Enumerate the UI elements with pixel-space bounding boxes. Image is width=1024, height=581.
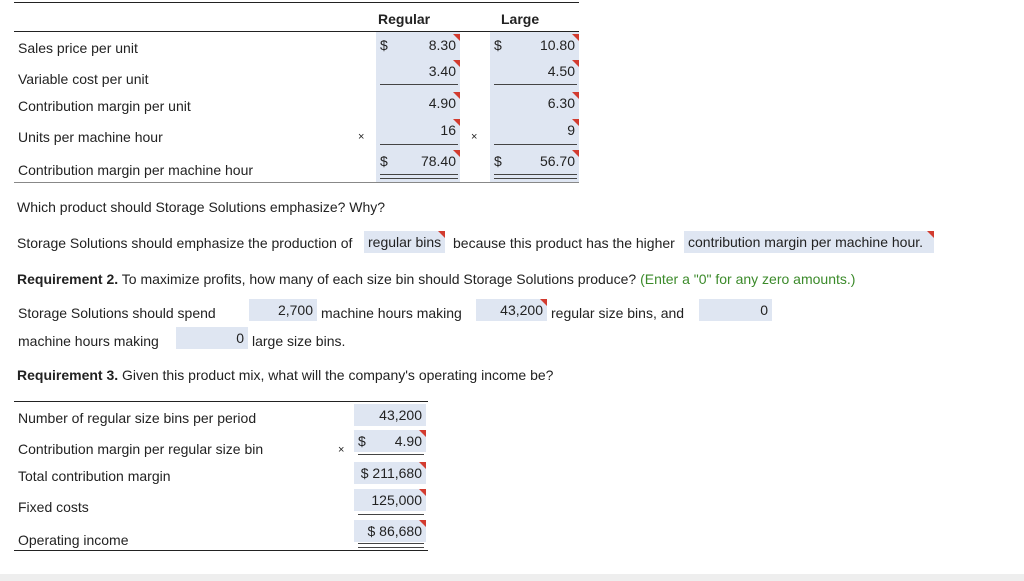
flag-icon bbox=[927, 231, 934, 238]
value: 125,000 bbox=[371, 492, 422, 508]
requirement-3-heading bbox=[17, 367, 553, 383]
reason-select-value: contribution margin per machine hour. bbox=[688, 234, 924, 250]
flag-icon bbox=[572, 34, 579, 41]
req2-line2-prefix: machine hours making bbox=[18, 333, 159, 349]
subtotal-rule bbox=[380, 84, 458, 85]
row-label-cm-per-hour: Contribution margin per machine hour bbox=[18, 162, 254, 178]
row-label-variable-cost: Variable cost per unit bbox=[18, 71, 149, 87]
reason-select[interactable] bbox=[684, 231, 934, 253]
row-label-operating-income: Operating income bbox=[18, 532, 129, 548]
req2-line1-suffix: regular size bins, and bbox=[551, 305, 685, 321]
regular-cm-per-hour-input[interactable] bbox=[376, 150, 460, 172]
large-units-input[interactable] bbox=[490, 119, 579, 141]
regular-sales-price-input[interactable] bbox=[376, 34, 460, 56]
value: 4.90 bbox=[428, 95, 456, 111]
value: 78.40 bbox=[420, 153, 456, 169]
col-header-large: Large bbox=[501, 11, 540, 27]
value: 3.40 bbox=[428, 63, 456, 79]
value: 8.30 bbox=[428, 37, 456, 53]
answer-middle: because this product has the higher bbox=[453, 235, 675, 251]
value: 43,200 bbox=[500, 302, 543, 318]
answer-prefix: Storage Solutions should emphasize the production of bbox=[17, 235, 353, 251]
dollar-sign: $ bbox=[380, 153, 388, 169]
dollar-sign: $ bbox=[494, 37, 502, 53]
requirement-2-note: (Enter a "0" for any zero amounts.) bbox=[640, 271, 856, 287]
subtotal-rule bbox=[494, 84, 577, 85]
subtotal-rule bbox=[494, 144, 577, 145]
requirement-2-label: Requirement 2. bbox=[17, 271, 119, 287]
req2-line1-prefix: Storage Solutions should spend bbox=[18, 305, 216, 321]
value: $ 211,680 bbox=[360, 465, 422, 481]
large-hours-input[interactable] bbox=[699, 299, 772, 321]
row-label-cm-per-bin: Contribution margin per regular size bin bbox=[18, 441, 264, 457]
flag-icon bbox=[438, 231, 445, 238]
flag-icon bbox=[453, 150, 460, 157]
flag-icon bbox=[453, 92, 460, 99]
fixed-costs-input[interactable] bbox=[354, 489, 426, 511]
product-select[interactable] bbox=[364, 231, 445, 253]
double-rule bbox=[380, 174, 458, 179]
req2-line1-mid: machine hours making bbox=[321, 305, 462, 321]
footer-bar bbox=[0, 574, 1024, 581]
regular-bins-value-input[interactable] bbox=[354, 404, 426, 426]
requirement-3-label: Requirement 3. bbox=[17, 367, 119, 383]
row-label-contribution-margin: Contribution margin per unit bbox=[18, 98, 191, 114]
value: 4.50 bbox=[547, 63, 575, 79]
value: 10.80 bbox=[539, 37, 575, 53]
flag-icon bbox=[453, 119, 460, 126]
row-label-total-cm: Total contribution margin bbox=[18, 468, 171, 484]
flag-icon bbox=[419, 489, 426, 496]
requirement-2-text: To maximize profits, how many of each size bin should Storage Solutions produce? bbox=[121, 271, 637, 287]
cm-per-bin-input[interactable] bbox=[354, 430, 426, 452]
subtotal-rule bbox=[358, 454, 424, 455]
dollar-sign: $ bbox=[358, 433, 366, 449]
large-cm-input[interactable] bbox=[490, 92, 579, 114]
row-label-regular-bins: Number of regular size bins per period bbox=[18, 410, 257, 426]
requirement-2-heading bbox=[17, 271, 855, 287]
flag-icon bbox=[419, 430, 426, 437]
regular-hours-input[interactable] bbox=[249, 299, 317, 321]
value: 16 bbox=[440, 122, 456, 138]
total-cm-input[interactable] bbox=[354, 462, 426, 484]
operating-income-input[interactable] bbox=[354, 520, 426, 542]
value: 9 bbox=[567, 122, 575, 138]
regular-bins-input[interactable] bbox=[476, 299, 547, 321]
req2-line2-suffix: large size bins. bbox=[252, 333, 346, 349]
value: 0 bbox=[760, 302, 768, 318]
multiply-sign: × bbox=[338, 444, 345, 456]
value: 56.70 bbox=[539, 153, 575, 169]
value: 2,700 bbox=[277, 302, 313, 318]
large-sales-price-input[interactable] bbox=[490, 34, 579, 56]
value: 0 bbox=[236, 330, 244, 346]
regular-cm-input[interactable] bbox=[376, 92, 460, 114]
regular-variable-cost-input[interactable] bbox=[376, 60, 460, 82]
multiply-sign: × bbox=[358, 131, 365, 143]
flag-icon bbox=[419, 520, 426, 527]
subtotal-rule bbox=[380, 144, 458, 145]
question-emphasize: Which product should Storage Solutions emphasize? Why? bbox=[17, 199, 386, 215]
row-label-fixed-costs: Fixed costs bbox=[18, 499, 89, 515]
flag-icon bbox=[572, 60, 579, 67]
col-header-regular: Regular bbox=[378, 11, 431, 27]
flag-icon bbox=[572, 92, 579, 99]
table-bottom-rule bbox=[14, 550, 428, 551]
table-top-rule bbox=[14, 401, 428, 402]
value: 4.90 bbox=[394, 433, 422, 449]
flag-icon bbox=[572, 150, 579, 157]
value: $ 86,680 bbox=[367, 523, 422, 539]
table-bottom-rule bbox=[14, 182, 579, 183]
requirement-3-text: Given this product mix, what will the company's operating income be? bbox=[122, 367, 554, 383]
large-bins-input[interactable] bbox=[176, 327, 248, 349]
large-variable-cost-input[interactable] bbox=[490, 60, 579, 82]
regular-units-input[interactable] bbox=[376, 119, 460, 141]
value: 43,200 bbox=[379, 407, 422, 423]
flag-icon bbox=[419, 462, 426, 469]
double-rule bbox=[494, 174, 577, 179]
table-top-rule bbox=[14, 2, 579, 3]
large-cm-per-hour-input[interactable] bbox=[490, 150, 579, 172]
flag-icon bbox=[572, 119, 579, 126]
subtotal-rule bbox=[358, 514, 424, 515]
row-label-sales-price: Sales price per unit bbox=[18, 40, 138, 56]
dollar-sign: $ bbox=[494, 153, 502, 169]
product-select-value: regular bins bbox=[368, 234, 442, 250]
value: 6.30 bbox=[547, 95, 575, 111]
double-rule bbox=[358, 543, 424, 548]
multiply-sign: × bbox=[471, 131, 478, 143]
flag-icon bbox=[453, 34, 460, 41]
flag-icon bbox=[453, 60, 460, 67]
flag-icon bbox=[540, 299, 547, 306]
dollar-sign: $ bbox=[380, 37, 388, 53]
row-label-units-per-hour: Units per machine hour bbox=[18, 129, 163, 145]
